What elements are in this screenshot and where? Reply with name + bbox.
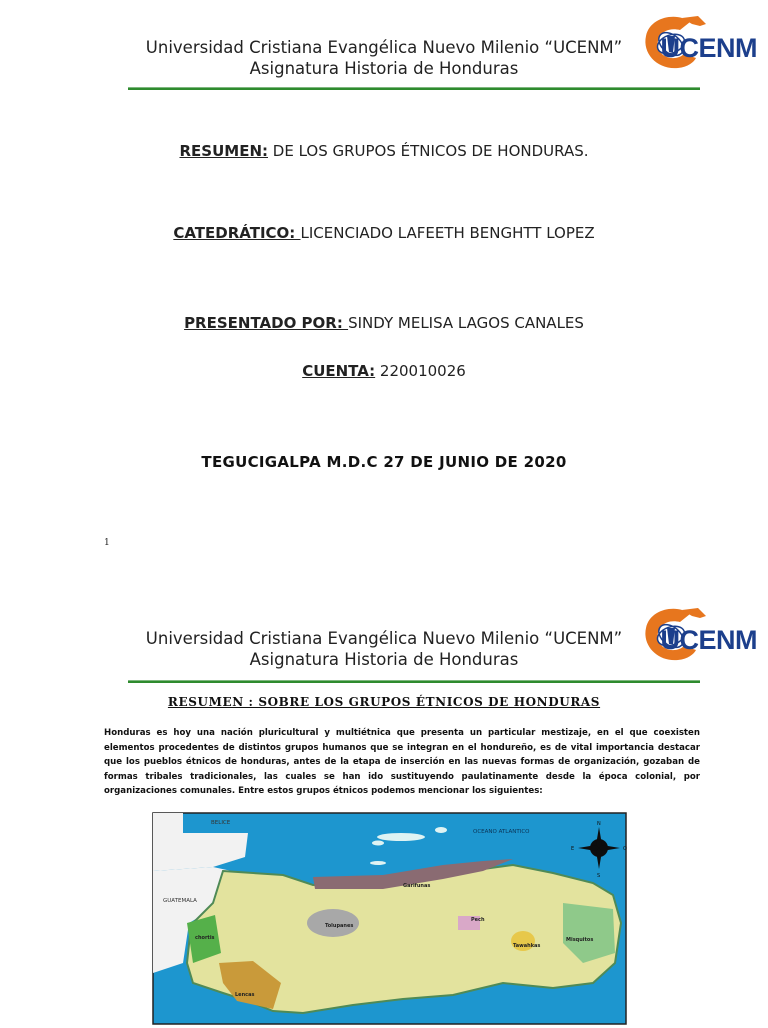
cuenta-label: CUENTA: xyxy=(302,362,376,380)
page-number: 1 xyxy=(104,538,110,548)
ethnic-groups-map xyxy=(153,813,626,1024)
catedratico-line xyxy=(0,224,768,242)
map-label-lencas: Lencas xyxy=(235,992,255,998)
map-label-belice: BELICE xyxy=(211,820,231,826)
presentado-line xyxy=(0,314,768,332)
ucenm-logo xyxy=(620,4,765,74)
summary-title: RESUMEN : SOBRE LOS GRUPOS ÉTNICOS DE HONDURAS xyxy=(167,695,601,709)
resumen-label: RESUMEN: xyxy=(179,142,268,160)
map-label-misquitos: Misquitos xyxy=(566,937,594,943)
logo-text: UCENM xyxy=(660,33,757,63)
header-rule xyxy=(128,87,700,90)
bay-islands xyxy=(377,833,425,841)
resumen-line xyxy=(0,142,768,160)
resumen-value: DE LOS GRUPOS ÉTNICOS DE HONDURAS. xyxy=(268,142,589,160)
header-subject: Asignatura Historia de Honduras xyxy=(249,650,519,669)
header-university: Universidad Cristiana Evangélica Nuevo Milenio “UCENM” xyxy=(145,38,623,57)
page-separator xyxy=(0,565,768,585)
map-label-pech: Pech xyxy=(471,917,485,923)
date-line: TEGUCIGALPA M.D.C 27 DE JUNIO DE 2020 xyxy=(201,453,567,471)
catedratico-label: CATEDRÁTICO: xyxy=(173,224,301,242)
intro-paragraph: Honduras es hoy una nación pluricultural y multiétnica que presenta un particular mestizaje, en el que coexisten elementos procedentes de distintos grupos humanos que se integran en el hondureño, es de vital importancia destacar que los pueblos étnicos de honduras, antes de la etapa de inserción en las nuevas formas de organización, gozaban de formas tribales tradicionales, las cuales se han ido sustituyendo paulatinamente desde la época colonial, por organizaciones comunales. Entre estos grupos étnicos podemos mencionar los siguientes: xyxy=(104,728,700,796)
ucenm-logo xyxy=(620,596,765,666)
map-label-chortis: chortis xyxy=(195,935,215,941)
map-label-oceano: OCEANO ATLANTICO xyxy=(473,829,530,835)
header-subject: Asignatura Historia de Honduras xyxy=(249,59,519,78)
catedratico-value: LICENCIADO LAFEETH BENGHTT LOPEZ xyxy=(300,224,595,242)
honduras-map-image xyxy=(153,813,626,1024)
map-label-tolupanes: Tolupanes xyxy=(325,923,354,929)
presentado-label: PRESENTADO POR: xyxy=(184,314,349,332)
map-label-tawahkas: Tawahkas xyxy=(513,943,541,949)
header-rule xyxy=(128,680,700,683)
map-label-garifunas: Garifunas xyxy=(403,883,431,889)
compass-s: S xyxy=(597,873,601,879)
cuenta-line xyxy=(0,362,768,380)
presentado-value: SINDY MELISA LAGOS CANALES xyxy=(348,314,584,332)
compass-e: E xyxy=(571,846,575,852)
compass-n: N xyxy=(597,821,601,827)
map-label-guatemala: GUATEMALA xyxy=(163,898,197,904)
cuenta-value: 220010026 xyxy=(375,362,466,380)
compass-o: O xyxy=(623,846,627,852)
logo-text: UCENM xyxy=(660,625,757,655)
header-university: Universidad Cristiana Evangélica Nuevo Milenio “UCENM” xyxy=(145,629,623,648)
